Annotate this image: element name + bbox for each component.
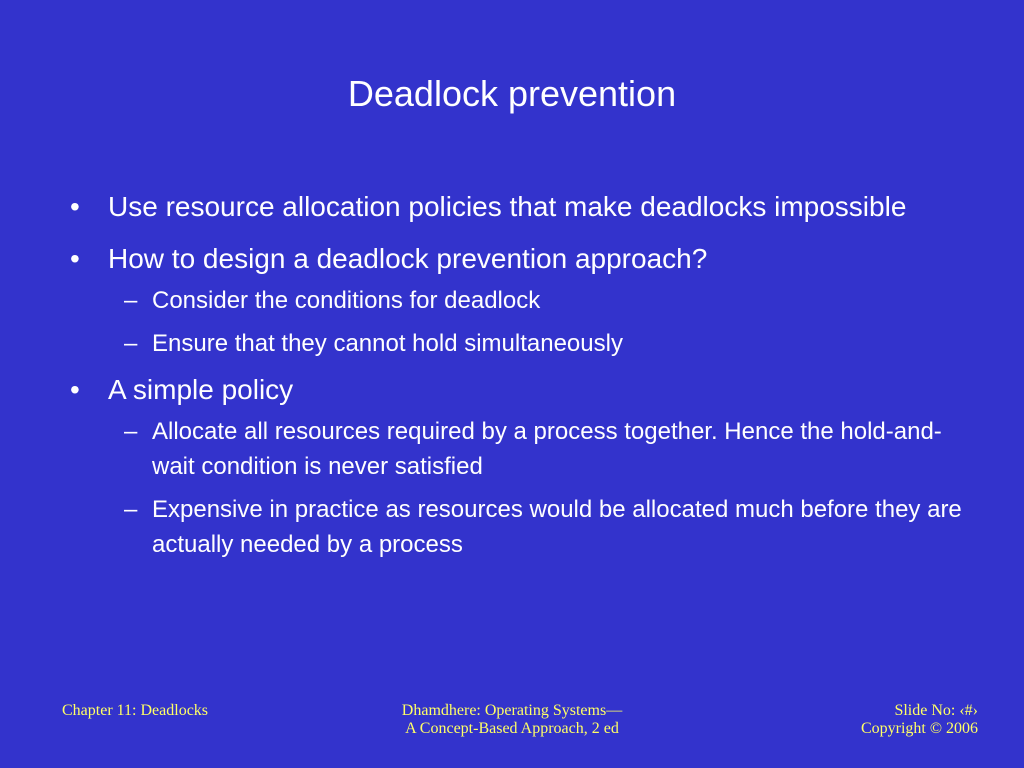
bullet-item (70, 238, 970, 279)
bullet-text: A simple policy (108, 374, 294, 405)
sub-bullet-item (70, 326, 970, 361)
footer-slide-number: Slide No: ‹#› (894, 702, 978, 719)
footer-chapter-text: Chapter 11: Deadlocks (62, 702, 209, 719)
bullet-marker: • (70, 243, 80, 274)
sub-bullet-text: Consider the conditions for deadlock (152, 287, 541, 314)
slide-content (70, 186, 970, 570)
sub-bullet-item (70, 414, 970, 484)
bullet-marker: • (70, 191, 80, 222)
sub-bullet-list (70, 414, 970, 562)
sub-bullet-text: Allocate all resources required by a process together. Hence the hold-and-wait condition is never satisfied (152, 418, 942, 480)
sub-bullet-text: Expensive in practice as resources would be allocated much before they are actually needed by a process (152, 496, 962, 558)
footer-book-line1: Dhamdhere: Operating Systems— (401, 702, 623, 719)
sub-bullet-item (70, 492, 970, 562)
bullet-item (70, 186, 970, 227)
sub-bullet-marker: – (124, 330, 138, 357)
footer-book-line2: A Concept-Based Approach, 2 ed (405, 720, 619, 737)
sub-bullet-text: Ensure that they cannot hold simultaneously (152, 330, 623, 357)
sub-bullet-item (70, 283, 970, 318)
sub-bullet-marker: – (124, 287, 138, 314)
footer-slide-info (861, 702, 978, 738)
bullet-text: How to design a deadlock prevention approach? (108, 243, 708, 274)
slide-title: Deadlock prevention (347, 73, 677, 114)
sub-bullet-marker: – (124, 418, 138, 445)
bullet-marker: • (70, 374, 80, 405)
bullet-item (70, 369, 970, 410)
sub-bullet-marker: – (124, 496, 138, 523)
footer-book-title (312, 702, 712, 738)
footer-chapter (62, 702, 208, 720)
footer-copyright: Copyright © 2006 (860, 720, 978, 737)
sub-bullet-list (70, 283, 970, 361)
bullet-text: Use resource allocation policies that make deadlocks impossible (108, 191, 907, 222)
